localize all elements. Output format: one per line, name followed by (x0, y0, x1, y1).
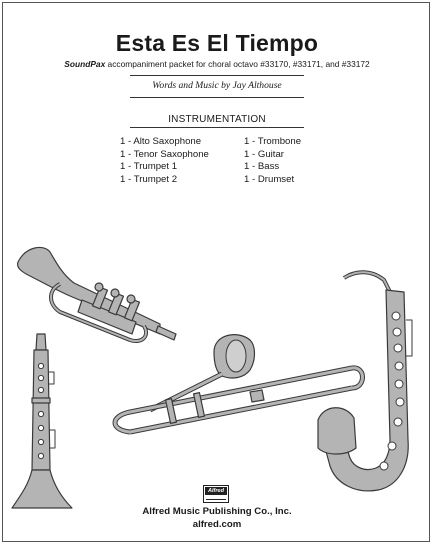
instrument-item: 1 - Trumpet 2 (120, 173, 178, 185)
instrument-item: 1 - Trombone (244, 136, 302, 147)
instrument-item: 1 - Alto Saxophone (120, 136, 202, 147)
instrumentation-heading: INSTRUMENTATION (168, 114, 266, 125)
instrument-item: 1 - Tenor Saxophone (120, 148, 209, 160)
clarinet-icon (12, 334, 72, 508)
subtitle-text: accompaniment packet for choral octavo #33170, #33171, and #33172 (105, 59, 370, 69)
subtitle-brand: SoundPax (64, 59, 106, 69)
alfred-logo-stripe (206, 494, 226, 500)
instrument-item: 1 - Drumset (244, 173, 295, 185)
instrument-item: 1 - Bass (244, 161, 280, 173)
credit-line: Words and Music by Jay Althouse (152, 80, 282, 91)
publisher-url[interactable]: alfred.com (192, 519, 242, 530)
instrument-item: 1 - Trumpet 1 (120, 161, 178, 173)
trumpet-icon (18, 247, 176, 341)
instrument-item: 1 - Guitar (244, 148, 284, 160)
alfred-logo-icon (203, 485, 229, 503)
saxophone-icon (318, 272, 412, 491)
alfred-logo-text: Alfred (205, 487, 227, 495)
publisher-name: Alfred Music Publishing Co., Inc. (142, 506, 292, 517)
page-title: Esta Es El Tiempo (115, 30, 319, 56)
